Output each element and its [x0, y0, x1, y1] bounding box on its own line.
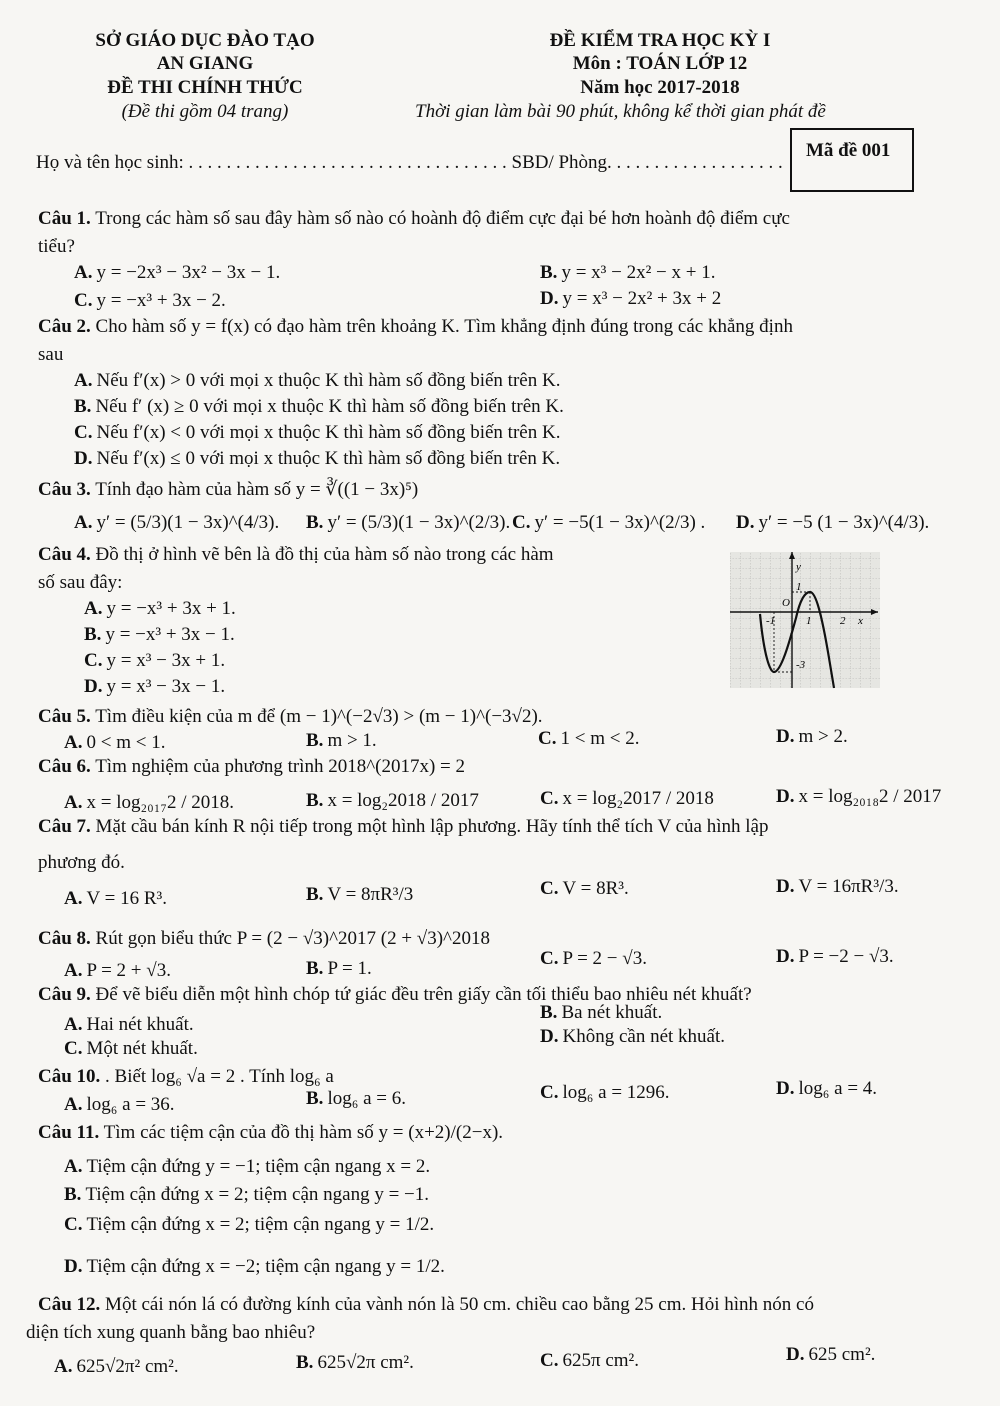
q3-option-d[interactable]: D. y′ = −5 (1 − 3x)^(4/3).	[736, 512, 930, 533]
school-year: Năm học 2017-2018	[580, 77, 740, 98]
q8-option-d[interactable]: D. P = −2 − √3.	[776, 946, 894, 967]
graph-tick-pos1: 1	[806, 615, 812, 627]
q2-option-b[interactable]: B. Nếu f′ (x) ≥ 0 với mọi x thuộc K thì hàm số đồng biến trên K.	[74, 396, 564, 417]
q2-option-a[interactable]: A. Nếu f′(x) > 0 với mọi x thuộc K thì hàm số đồng biến trên K.	[74, 370, 561, 391]
q10-option-b[interactable]: B. log₆ a = 6.	[306, 1088, 406, 1109]
q2-option-d[interactable]: D. Nếu f′(x) ≤ 0 với mọi x thuộc K thì hàm số đồng biến trên K.	[74, 448, 561, 469]
q3-option-c[interactable]: C. y′ = −5(1 − 3x)^(2/3) .	[512, 512, 706, 533]
q10-option-c[interactable]: C. log₆ a = 1296.	[540, 1082, 670, 1103]
q11-option-d[interactable]: D. Tiệm cận đứng x = −2; tiệm cận ngang y = 1/2.	[64, 1256, 445, 1277]
graph-tick-2: 2	[840, 615, 846, 627]
q12-option-c[interactable]: C. 625π cm².	[540, 1350, 639, 1371]
province-name: AN GIANG	[156, 53, 254, 74]
q3-option-a[interactable]: A. y′ = (5/3)(1 − 3x)^(4/3).	[74, 512, 280, 533]
question-12: Câu 12. Một cái nón lá có đường kính của vành nón là 50 cm. chiều cao bằng 25 cm. Hỏi hình nón có	[38, 1294, 814, 1315]
q8-option-b[interactable]: B. P = 1.	[306, 958, 372, 979]
q7-option-a[interactable]: A. V = 16 R³.	[64, 888, 167, 909]
cubic-graph-figure	[730, 548, 880, 690]
question-2: Câu 2. Cho hàm số y = f(x) có đạo hàm trên khoảng K. Tìm khẳng định đúng trong các khẳng định	[38, 316, 793, 337]
question-6: Câu 6. Tìm nghiệm của phương trình 2018^(2017x) = 2	[38, 756, 465, 777]
subject: Môn : TOÁN LỚP 12	[572, 53, 748, 74]
question-2-cont: sau	[38, 344, 64, 365]
question-7-cont: phương đó.	[38, 852, 125, 873]
graph-x-label: x	[858, 615, 863, 627]
q12-option-a[interactable]: A. 625√2π² cm².	[54, 1356, 179, 1377]
q12-option-b[interactable]: B. 625√2π cm².	[296, 1352, 414, 1373]
q11-option-c[interactable]: C. Tiệm cận đứng x = 2; tiệm cận ngang y = 1/2.	[64, 1214, 435, 1235]
question-text: Trong các hàm số sau đây hàm số nào có hoành độ điểm cực đại bé hơn hoành độ điểm cực	[90, 208, 790, 229]
question-4-cont: số sau đây:	[38, 572, 123, 593]
exam-code: Mã đề 001	[806, 140, 891, 161]
q6-option-c[interactable]: C. x = log₂2017 / 2018	[540, 788, 714, 809]
q5-option-b[interactable]: B. m > 1.	[306, 730, 377, 751]
q10-option-d[interactable]: D. log₆ a = 4.	[776, 1078, 878, 1099]
question-10: Câu 10. . Biết log₆ √a = 2 . Tính log₆ a	[38, 1066, 334, 1087]
q10-option-a[interactable]: A. log₆ a = 36.	[64, 1094, 175, 1115]
q6-option-d[interactable]: D. x = log₂₀₁₈2 / 2017	[776, 786, 942, 807]
question-9: Câu 9. Để vẽ biểu diễn một hình chóp tứ giác đều trên giấy cần tối thiểu bao nhiêu nét khuất?	[38, 984, 752, 1005]
official-exam-label: ĐỀ THI CHÍNH THỨC	[107, 77, 303, 98]
question-11: Câu 11. Tìm các tiệm cận của đồ thị hàm số y = (x+2)/(2−x).	[38, 1122, 504, 1143]
graph-tick-1: 1	[796, 581, 802, 593]
question-label: Câu 1.	[38, 208, 91, 229]
exam-title: ĐỀ KIỂM TRA HỌC KỲ I	[549, 30, 771, 51]
q9-option-b[interactable]: B. Ba nét khuất.	[540, 1002, 663, 1023]
q8-option-c[interactable]: C. P = 2 − √3.	[540, 948, 647, 969]
question-7: Câu 7. Mặt cầu bán kính R nội tiếp trong một hình lập phương. Hãy tính thể tích V của hình lập	[38, 816, 769, 837]
graph-tick-neg3: -3	[796, 659, 806, 671]
q1-option-d[interactable]: D. y = x³ − 2x² + 3x + 2	[540, 288, 722, 309]
question-12-cont: diện tích xung quanh bằng bao nhiêu?	[26, 1322, 316, 1343]
graph-y-label: y	[796, 561, 801, 573]
question-4: Câu 4. Đồ thị ở hình vẽ bên là đồ thị của hàm số nào trong các hàm	[38, 544, 554, 565]
question-1-cont: tiểu?	[38, 236, 75, 257]
graph-origin-label: O	[782, 597, 790, 609]
question-3: Câu 3. Tính đạo hàm của hàm số y = ∛((1 − 3x)⁵)	[38, 479, 419, 500]
q12-option-d[interactable]: D. 625 cm².	[786, 1344, 876, 1365]
page-count-note: (Đề thi gồm 04 trang)	[121, 101, 289, 122]
q4-option-c[interactable]: C. y = x³ − 3x + 1.	[84, 650, 226, 671]
q7-option-c[interactable]: C. V = 8R³.	[540, 878, 629, 899]
q9-option-a[interactable]: A. Hai nét khuất.	[64, 1014, 194, 1035]
q7-option-d[interactable]: D. V = 16πR³/3.	[776, 876, 899, 897]
q6-option-b[interactable]: B. x = log₂2018 / 2017	[306, 790, 479, 811]
question-1	[38, 208, 790, 230]
graph-tick-neg1: -1	[766, 615, 776, 627]
time-note: Thời gian làm bài 90 phút, không kể thời gian phát đề	[415, 101, 826, 122]
q5-option-a[interactable]: A. 0 < m < 1.	[64, 732, 166, 753]
q11-option-a[interactable]: A. Tiệm cận đứng y = −1; tiệm cận ngang x = 2.	[64, 1156, 431, 1177]
q1-option-b[interactable]: B. y = x³ − 2x² − x + 1.	[540, 262, 716, 283]
q3-option-b[interactable]: B. y′ = (5/3)(1 − 3x)^(2/3).	[306, 512, 511, 533]
exam-code-box	[790, 128, 914, 192]
q7-option-b[interactable]: B. V = 8πR³/3	[306, 884, 414, 905]
q8-option-a[interactable]: A. P = 2 + √3.	[64, 960, 171, 981]
department-name: SỞ GIÁO DỤC ĐÀO TẠO	[95, 30, 315, 51]
q6-option-a[interactable]: A. x = log₂₀₁₇2 / 2018.	[64, 792, 235, 813]
q4-option-a[interactable]: A. y = −x³ + 3x + 1.	[84, 598, 236, 619]
q4-option-b[interactable]: B. y = −x³ + 3x − 1.	[84, 624, 235, 645]
q1-option-c[interactable]: C. y = −x³ + 3x − 2.	[74, 290, 226, 311]
q9-option-c[interactable]: C. Một nét khuất.	[64, 1038, 198, 1059]
q2-option-c[interactable]: C. Nếu f′(x) < 0 với mọi x thuộc K thì hàm số đồng biến trên K.	[74, 422, 561, 443]
q5-option-d[interactable]: D. m > 2.	[776, 726, 848, 747]
student-info-line: Họ và tên học sinh: . . . . . . . . . . . . . . . . . . . . . . . . . . . . . . . . . . SBD/ Phòng. . . . . . . . . . . . . . . . . . .	[36, 152, 783, 173]
question-5: Câu 5. Tìm điều kiện của m để (m − 1)^(−2√3) > (m − 1)^(−3√2).	[38, 706, 543, 727]
q9-option-d[interactable]: D. Không cần nét khuất.	[540, 1026, 725, 1047]
q1-option-a[interactable]: A. y = −2x³ − 3x² − 3x − 1.	[74, 262, 281, 283]
q4-option-d[interactable]: D. y = x³ − 3x − 1.	[84, 676, 226, 697]
q5-option-c[interactable]: C. 1 < m < 2.	[538, 728, 640, 749]
q11-option-b[interactable]: B. Tiệm cận đứng x = 2; tiệm cận ngang y = −1.	[64, 1184, 430, 1205]
question-8: Câu 8. Rút gọn biểu thức P = (2 − √3)^2017 (2 + √3)^2018	[38, 928, 490, 949]
